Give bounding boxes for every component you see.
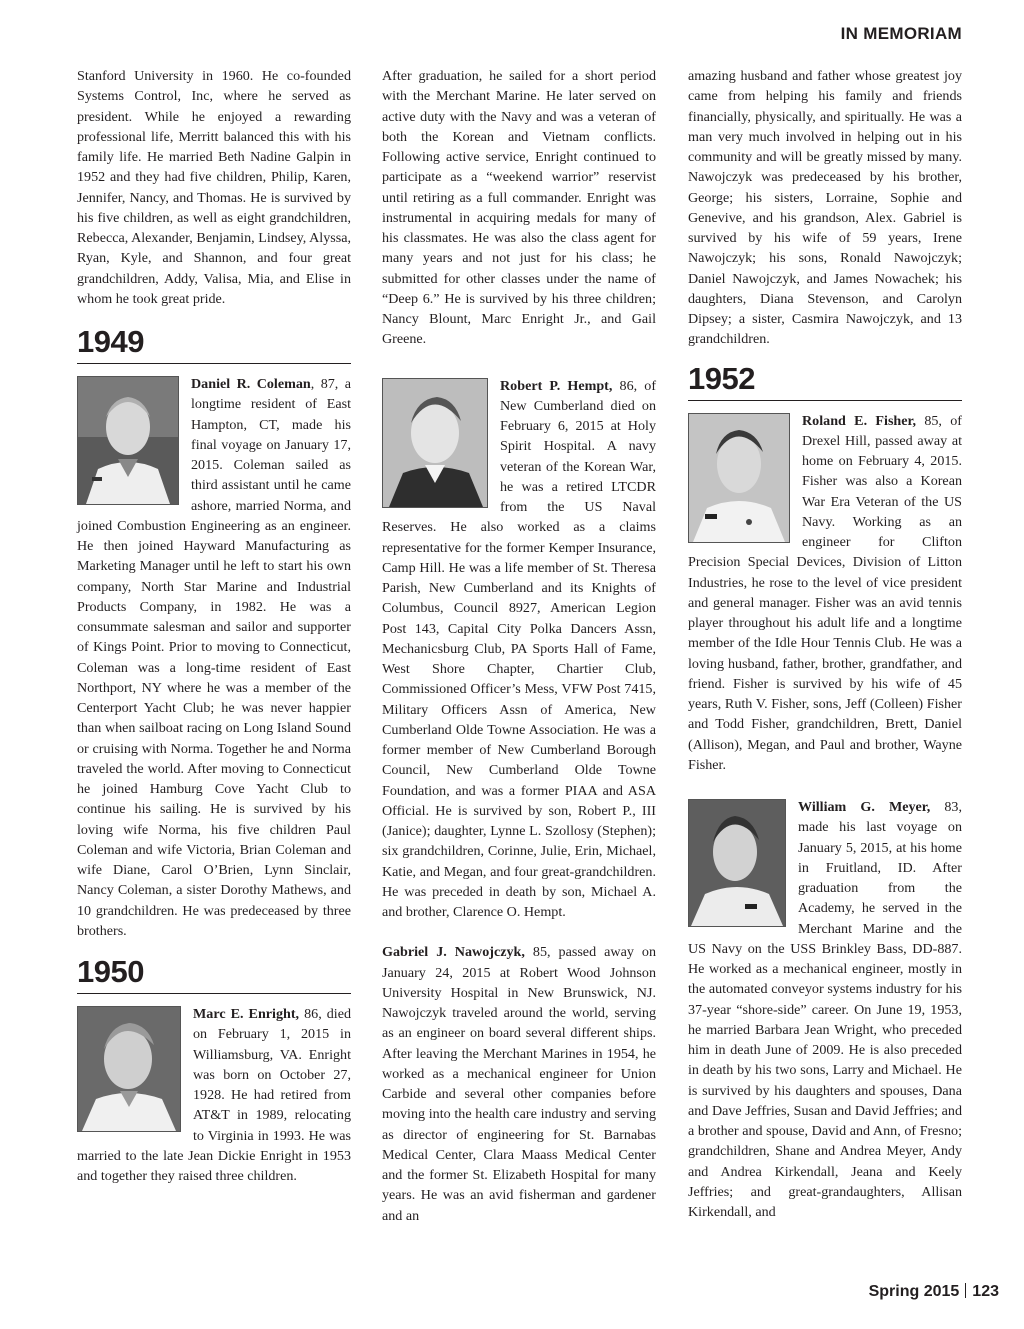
- name-enright: Marc E. Enright,: [193, 1006, 300, 1022]
- page-number: 123: [972, 1283, 999, 1300]
- obituary-nawojczyk: [382, 942, 656, 1226]
- obituary-enright: [77, 1004, 351, 1186]
- portrait-photo-enright: [77, 1006, 181, 1132]
- portrait-photo-meyer: [688, 799, 786, 927]
- name-hempt: Robert P. Hempt,: [500, 377, 613, 394]
- text-nawojczyk: 85, passed away on January 24, 2015 at Robert Wood Johnson University Hospital in New Brunswick, NJ. Nawojczyk traveled around the world, serving as an engineer on board several different ships. After leaving the Merchant Marines in 1954, he worked as a mechanical engineer for Union Carbide and several other companies before moving into the health care industry and serving as director of engineering for St. Barnabas Medical Center, Clara Maass Medical Center and the former St. Elizabeth Hospital for many years. He was an avid fisherman and gardener and an: [382, 944, 656, 1224]
- portrait-photo-fisher: [688, 413, 790, 543]
- portrait-photo-coleman: [77, 376, 179, 505]
- column-1: [77, 66, 351, 1186]
- name-meyer: William G. Meyer,: [798, 799, 931, 815]
- obituary-hempt: [382, 376, 656, 923]
- class-year-heading: 1949: [77, 325, 351, 364]
- footer-divider: [965, 1283, 966, 1298]
- section-header: IN MEMORIAM: [840, 24, 962, 43]
- nawojczyk-obituary-continued: amazing husband and father whose greatest joy came from helping his family and friends financially, physically, and spiritually. He was a man very much involved in helping out in his community and will be greatly missed by many. Nawojczyk was predeceased by his brother, George; his sisters, Lorraine, Sophie and Genevive, and his grandson, Alex. Gabriel is survived by his wife of 59 years, Irene Nawojczyk; his sons, Ronald Nawojczyk; Daniel Nawojczyk, and James Nowachek; his daughters, Diana Stevenson, and Carolyn Dipsey; a sister, Casmira Nawojczyk, and 13 grandchildren.: [688, 68, 962, 348]
- text-fisher: 85, of Drexel Hill, passed away at home on February 4, 2015. Fisher was also a Korean War Era Veteran of the US Navy. Working as an engineer for Clifton Precision Special Devices, Division of Litton Industries, he rose to the level of vice president and general manager. Fisher was an avid tennis player throughout his adult life and a longtime member of the Idle Hour Tennis Club. He was a loving husband, father, brother, grandfather, and friend. Fisher is survived by his wife of 45 years, Ruth V. Fisher, sons, Jeff (Colleen) Fisher and Todd Fisher, grandchildren, Brett, Daniel (Allison), Megan, and Paul and brother, Wayne Fisher.: [688, 412, 962, 773]
- name-nawojczyk: Gabriel J. Nawojczyk,: [382, 944, 525, 961]
- column-3: [688, 66, 962, 1222]
- text-hempt: 86, of New Cumberland died on February 6, 2015 at Holy Spirit Hospital. A navy veteran of the Korean War, he was a retired LTCDR from the US Naval Reserves. He also worked as a claims representative for the former Kemper Insurance, Camp Hill. He was a life member of St. Theresa Parish, New Cumberland and its Knights of Columbus, Council 8927, American Legion Post 143, Capital City Polka Dancers Assn, Mechanicsburg Club, PA Sports Hall of Fame, West Shore Chapter, Chartier Club, Commissioned Officer’s Mess, VFW Post 7415, Military Officers Assn of America, New Cumberland Olde Towne Association. He was a former member of New Cumberland Borough Council, New Cumberland Olde Towne Foundation, and was a former PIAA and ASA Official. He is survived by son, Robert P., III (Janice); daughter, Lynne L. Szollosy (Stephen); six grandchildren, Corinne, Julie, Erin, Michael, Katie, and Megan, and four great-grandchildren. He was preceded in death by son, Michael A. and brother, Clarence O. Hempt.: [382, 377, 657, 920]
- issue-label: Spring 2015: [868, 1283, 960, 1300]
- name-coleman: Daniel R. Coleman: [191, 376, 311, 392]
- name-fisher: Roland E. Fisher,: [802, 412, 917, 429]
- obituary-meyer: [688, 797, 962, 1222]
- column-2: [382, 66, 656, 1226]
- portrait-photo-hempt: [382, 378, 488, 508]
- obituary-coleman: [77, 374, 351, 941]
- page-footer: [869, 1283, 999, 1301]
- enright-obituary-continued: After graduation, he sailed for a short period with the Merchant Marine. He later served on active duty with the Navy and was a veteran of both the Korean and Vietnam conflicts. Following active service, Enright continued to participate as a “weekend warrior” reservist until retiring as a full commander. Enright was instrumental in acquiring medals for many of his classmates. He was also the class agent for many years and not just for his class; he submitted for other classes under the name of “Deep 6.” He is survived by his three children; Nancy Blount, Marc Enright Jr., and Gail Greene.: [382, 68, 656, 348]
- class-year-heading: 1950: [77, 955, 351, 994]
- obituary-fisher: [688, 411, 962, 776]
- text-coleman: , 87, a longtime resident of East Hampton, CT, made his final voyage on January 17, 2015. Coleman sailed as third assistant until he came ashore, married Norma, and joined Combustion Engineering as an engineer. He then joined Hayward Manufacturing as Marketing Manager until he left to start his own company, North Star Marine and Industrial Products Company, in 1982. He was a consummate salesman and sailor and supporter of Kings Point. Prior to moving to Connecticut, Coleman was a long-time resident of East Northport, NY where he was a member of the Centerport Yacht Club; he was never happier than when sailboat racing on Long Island Sound or cruising with Norma. Together he and Norma traveled the world. After moving to Connecticut he joined Hamburg Cove Yacht Club to continue his sailing. He is survived by his loving wife Norma, his five children Paul Coleman and wife Victoria, Brian Coleman and wife Diane, Carol O’Brien, Lynn Sinclair, Nancy Coleman, a sister Dorothy Mathews, and 10 grandchildren. He was predeceased by three brothers.: [77, 376, 351, 939]
- class-year-heading: 1952: [688, 362, 962, 401]
- text-enright: 86, died on February 1, 2015 in Williamsburg, VA. Enright was born on October 27, 1928. He had retired from AT&T in 1989, relocating to Virginia in 1993. He was married to the late Jean Dickie Enright in 1953 and together they raised three children.: [77, 1006, 351, 1184]
- merritt-obituary-continued: Stanford University in 1960. He co-founded Systems Control, Inc, where he served as president. While he enjoyed a rewarding professional life, Merritt balanced this with his family life. He married Beth Nadine Galpin in 1952 and they had five children, Philip, Karen, Jennifer, Nancy, and Thomas. He is survived by his five children, as well as eight grandchildren, Rebecca, Alexander, Benjamin, Lindsey, Alyssa, Ryan, Kyle, and Shannon, and four great grandchildren, Addy, Valisa, Mia, and Elise in whom he took great pride.: [77, 68, 351, 307]
- text-meyer: 83, made his last voyage on January 5, 2015, at his home in Fruitland, ID. After graduation from the Academy, he served in the Merchant Marine and the US Navy on the USS Brinkley Bass, DD-887. He worked as a mechanical engineer, mostly in the automated conveyor systems industry for his 37-year “shore-side” career. On June 19, 1953, he married Barbara Jean Wright, who preceded him in death June of 2009. He is also preceded in death by his two sons, Larry and Michael. He is survived by his daughters and spouses, Dana and Dave Jeffries, Susan and David Jeffries; and a brother and spouse, David and Ann, of Fresno; grandchildren, Shane and Andrea Meyer, Andy and Andrea Kirkendall, Jeana and Keely Jeffries; and great-grandaughters, Allisan Kirkendall, and: [688, 799, 962, 1220]
